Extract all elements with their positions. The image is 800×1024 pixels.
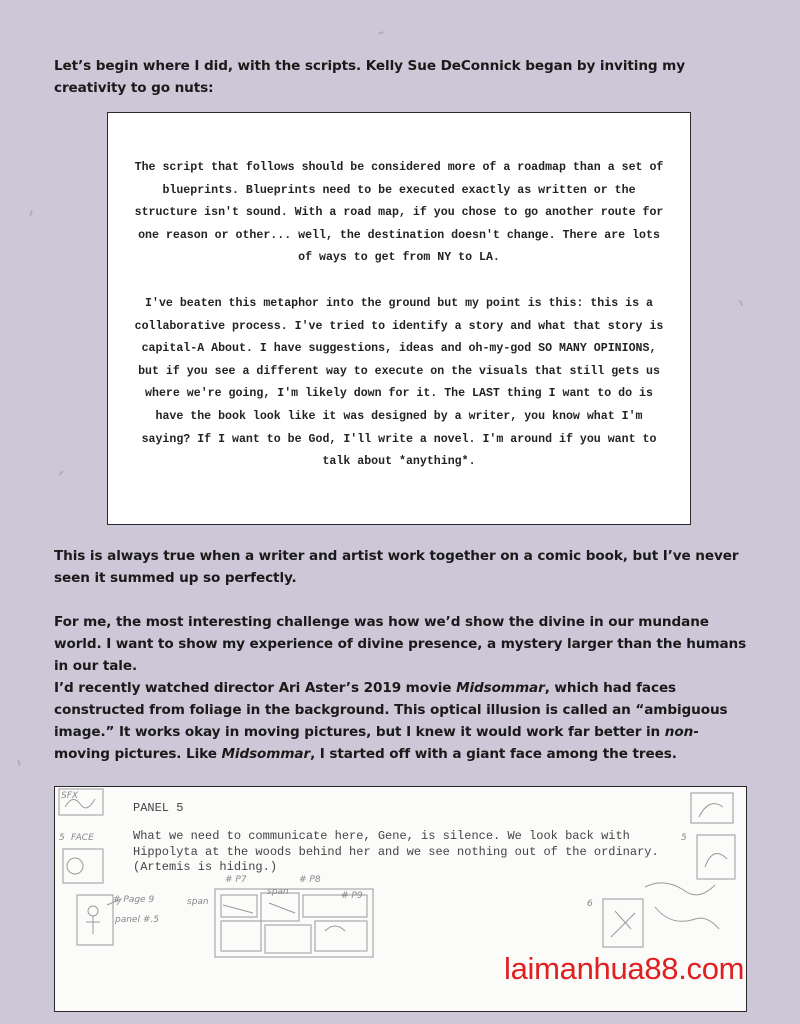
pencil-note: SFX <box>61 791 79 801</box>
sketch-scribble <box>611 911 635 937</box>
pencil-note: # P9 <box>341 891 363 901</box>
paper-speck <box>739 300 744 306</box>
pencil-note: 5 <box>681 833 687 843</box>
pencil-note: panel #.5 <box>115 915 159 925</box>
sketch-scribble <box>705 854 727 867</box>
movie-title: Midsommar <box>456 680 545 696</box>
pencil-note: # P8 <box>299 875 321 885</box>
paper-speck <box>58 470 64 475</box>
pencil-note: 6 <box>587 899 593 909</box>
script-quote-paragraph: I've beaten this metaphor into the ground but my point is this: this is a collaborative process. I've tried to identify a story and what that story is capital-A About. I have suggestions, ideas and oh-my-god SO MANY OPINIONS, but if you see a different way to execute on the visuals that still gets us where we're going, I'm likely down for it. The LAST thing I want to do is have the book look like it was designed by a writer, you know what I'm saying? If I want to be God, I'll write a novel. I'm around if you want to talk about *anything*. <box>134 297 664 469</box>
pencil-note: # P7 <box>225 875 247 885</box>
panel-description: What we need to communicate here, Gene, is silence. We look back with Hippolyta at the woods behind her and we see nothing out of the ordinary. (Artemis is hiding.) <box>133 829 659 874</box>
watermark: laimanhua88.com <box>504 951 745 986</box>
script-quote-box <box>107 112 691 525</box>
pencil-note: span <box>267 887 289 897</box>
pencil-note: span <box>187 897 209 907</box>
body-text: , I started off with a giant face among the trees. <box>310 746 677 762</box>
paper-speck <box>17 760 20 766</box>
body-paragraph: For me, the most interesting challenge was how we’d show the divine in our mundane world. I want to show my experience of divine presence, a mystery larger than the humans in our tale. <box>54 614 747 674</box>
body-paragraph: This is always true when a writer and artist work together on a comic book, but I’ve never seen it summed up so perfectly. <box>54 548 739 586</box>
sketch-scribble <box>645 883 715 895</box>
panel-label: PANEL 5 <box>133 801 184 815</box>
sketch-scribble <box>699 804 723 817</box>
sketch-figure <box>86 916 100 934</box>
emphasis-text: non <box>664 724 694 740</box>
pencil-note: # Page 9 <box>113 895 155 905</box>
sketch-panel-box <box>315 921 367 951</box>
sketch-face <box>67 858 83 874</box>
script-quote-paragraph: The script that follows should be considered more of a roadmap than a set of blueprints. Blueprints need to be executed exactly as written or the structure isn't sound. With a road map, if you chose to go another route for one reason or other... well, the destination doesn't change. There are lots of ways to get from NY to LA. <box>134 161 664 265</box>
paper-speck <box>378 31 384 35</box>
movie-title: Midsommar <box>221 746 311 762</box>
pencil-note: 5 <box>59 833 65 843</box>
body-paragraph <box>54 677 754 765</box>
sketch-figure <box>88 906 98 916</box>
body-text: , which had faces constructed from foliage in the background. This optical illusion is called an “ambiguous image.” It works okay in moving pictures, but I knew it would work far better in <box>54 680 728 740</box>
sketch-thumbnail <box>77 895 113 945</box>
pencil-note: FACE <box>71 833 94 843</box>
paper-speck <box>29 210 33 216</box>
body-text: -moving pictures. Like <box>54 724 699 762</box>
sketch-panel-box <box>221 921 261 951</box>
sketch-thumbnail <box>691 793 733 823</box>
sketch-thumbnail <box>603 899 643 947</box>
sketch-panel-box <box>265 925 311 953</box>
intro-paragraph: Let’s begin where I did, with the scripts. Kelly Sue DeConnick began by inviting my creativity to go nuts: <box>54 58 686 96</box>
sketch-thumbnail <box>697 835 735 879</box>
body-text: I’d recently watched director Ari Aster’s 2019 movie <box>54 680 457 696</box>
sketch-scribble <box>655 907 719 929</box>
